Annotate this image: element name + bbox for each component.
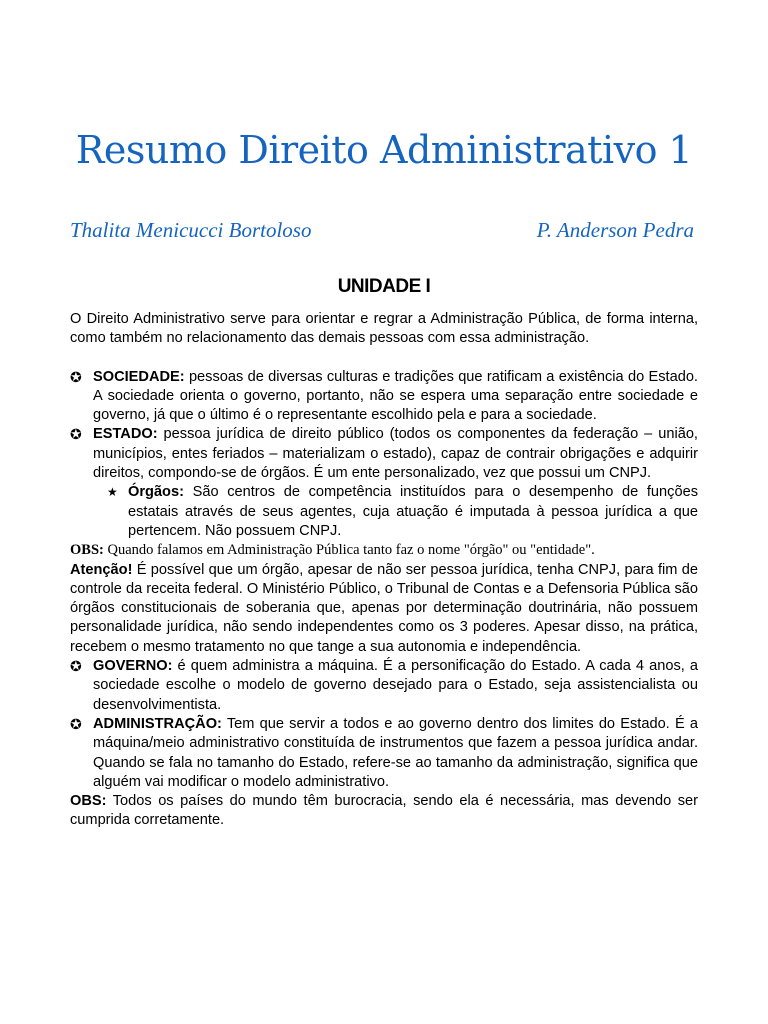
list-item-governo — [70, 657, 698, 715]
star-circle-bullet-icon: ✪ — [70, 715, 82, 732]
star-circle-bullet-icon: ✪ — [70, 658, 82, 675]
attention-label: Atenção! — [70, 561, 133, 578]
term-label: GOVERNO: — [93, 658, 173, 675]
star-bullet-icon: ★ — [107, 485, 118, 500]
document-body — [70, 310, 698, 831]
obs-label: OBS: — [70, 793, 107, 810]
list-item-orgaos — [70, 483, 698, 541]
paragraph-gap — [70, 349, 698, 368]
term-label: ESTADO: — [93, 426, 158, 443]
term-label: Órgãos: — [128, 484, 184, 501]
list-item-administracao — [70, 715, 698, 792]
list-item-estado — [70, 425, 698, 483]
term-label: ADMINISTRAÇÃO: — [93, 715, 222, 732]
author-row — [70, 218, 694, 243]
page-title: Resumo Direito Administrativo 1 — [75, 128, 693, 172]
author-name: Thalita Menicucci Bortoloso — [70, 218, 312, 242]
term-text: é quem administra a máquina. É a personificação do Estado. A cada 4 anos, a sociedade escolhe o modelo de governo desejado para o Estado, seja assistencialista ou desenvolvimentista. — [93, 658, 698, 713]
star-circle-bullet-icon: ✪ — [70, 426, 82, 443]
term-text: pessoas de diversas culturas e tradições que ratificam a existência do Estado. A sociedade orienta o governo, portanto, não se espera uma separação entre sociedade e governo, já que o último é o representante escolhido pela e para a sociedade. — [93, 368, 698, 424]
term-text: Tem que servir a todos e ao governo dentro dos limites do Estado. É a máquina/meio administrativo constituída de instrumentos que fazem a pessoa jurídica andar. Quando se fala no tamanho do Estado, refere-se ao tamanho da administração, significa que alguém vai modificar o modelo administrativo. — [93, 715, 698, 790]
obs-label: OBS: — [70, 542, 104, 559]
term-label: SOCIEDADE: — [93, 368, 185, 385]
obs-note-2 — [70, 792, 698, 831]
obs-text: Quando falamos em Administração Pública tanto faz o nome "órgão" ou "entidade". — [103, 542, 595, 559]
obs-note-1 — [70, 541, 698, 560]
unit-heading: UNIDADE I — [337, 276, 431, 297]
professor-name: P. Anderson Pedra — [536, 218, 694, 242]
list-item-sociedade — [70, 368, 698, 426]
intro-paragraph: O Direito Administrativo serve para orientar e regrar a Administração Pública, de forma interna, como também no relacionamento das demais pessoas com essa administração. — [70, 311, 698, 347]
star-circle-bullet-icon: ✪ — [70, 368, 82, 385]
attention-paragraph — [70, 561, 698, 657]
term-text: pessoa jurídica de direito público (todos os componentes da federação – união, municípios, entes feriados – materializam o estado), capaz de contrair obrigações e adquirir direitos, compondo-se de órgãos. É um ente personalizado, vez que possui um CNPJ. — [93, 426, 698, 482]
attention-text: É possível que um órgão, apesar de não ser pessoa jurídica, tenha CNPJ, para fim de controle da receita federal. O Ministério Público, o Tribunal de Contas e a Defensoria Pública são órgãos constitucionais de soberania que, apenas por determinação doutrinária, não possuem personalidade jurídica, não sendo independentes como os 3 poderes. Apesar disso, na prática, recebem o mesmo tratamento no que tange a sua autonomia e independência. — [70, 561, 698, 655]
term-text: São centros de competência instituídos para o desempenho de funções estatais através de seus agentes, cuja atuação é imputada à pessoa jurídica a que pertencem. Não possuem CNPJ. — [128, 484, 698, 539]
obs-text: Todos os países do mundo têm burocracia, sendo ela é necessária, mas devendo ser cumprida corretamente. — [70, 793, 698, 829]
